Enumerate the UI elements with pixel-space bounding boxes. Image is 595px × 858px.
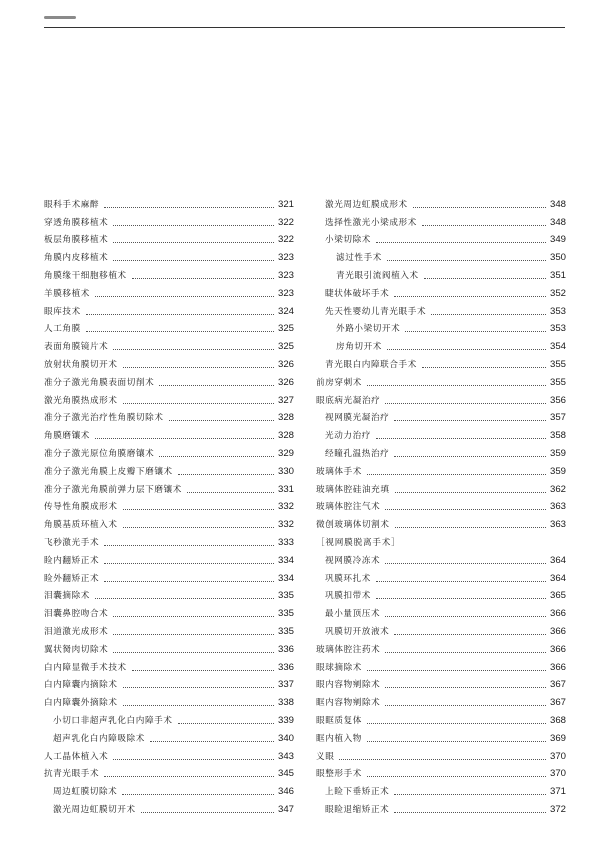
toc-entry-page: 356: [549, 394, 566, 406]
toc-entry-page: 370: [549, 768, 566, 780]
toc-entry-page: 358: [549, 430, 566, 442]
toc-entry-page: 363: [549, 501, 566, 513]
dot-leader: [394, 794, 546, 795]
dot-leader: [159, 385, 274, 386]
toc-entry-page: 357: [549, 412, 566, 424]
toc-entry-title: 眼科手术麻醉: [44, 199, 100, 210]
dot-leader: [395, 492, 546, 493]
toc-entry-page: 327: [277, 394, 294, 406]
toc-entry-title: 眶内容物剜除术: [316, 698, 381, 709]
toc-entry: [44, 656, 294, 674]
toc-entry: [44, 513, 294, 531]
toc-entry: [44, 335, 294, 353]
toc-entry-title: 准分子激光原位角膜磨镶术: [44, 448, 155, 459]
toc-entry-page: 366: [549, 643, 566, 655]
toc-entry-page: 323: [277, 287, 294, 299]
dot-leader: [385, 563, 546, 564]
dot-leader: [104, 776, 274, 777]
dot-leader: [123, 687, 274, 688]
toc-entry-page: 322: [277, 234, 294, 246]
dot-leader: [422, 367, 546, 368]
dot-leader: [422, 225, 546, 226]
toc-left-column: [44, 193, 294, 816]
toc-entry-title: 前房穿刺术: [316, 377, 362, 388]
dot-leader: [123, 367, 274, 368]
dot-leader: [431, 314, 546, 315]
dot-leader: [169, 420, 274, 421]
toc-entry-title: 超声乳化白内障吸除术: [53, 733, 145, 744]
dot-leader: [123, 705, 274, 706]
toc-entry-page: 328: [277, 412, 294, 424]
dot-leader: [86, 314, 274, 315]
dot-leader: [385, 705, 546, 706]
dot-leader: [424, 278, 546, 279]
toc-entry-title: 视网膜冷冻术: [325, 555, 381, 566]
toc-entry-title: 眼内容物剜除术: [316, 680, 381, 691]
dot-leader: [95, 598, 274, 599]
dot-leader: [150, 741, 274, 742]
toc-entry-title: 放射状角膜切开术: [44, 359, 118, 370]
toc-entry-page: 325: [277, 323, 294, 335]
toc-entry-title: 板层角膜移植术: [44, 235, 109, 246]
toc-entry-title: 睫状体破坏手术: [325, 288, 390, 299]
toc-entry-title: 外路小梁切开术: [336, 324, 401, 335]
toc-entry-title: 角膜内皮移植术: [44, 253, 109, 264]
toc-entry-page: 332: [277, 519, 294, 531]
toc-entry-title: 眼球摘除术: [316, 662, 362, 673]
toc-entry: [316, 478, 566, 496]
toc-entry-title: 视网膜光凝治疗: [325, 413, 390, 424]
dot-leader: [113, 260, 274, 261]
toc-entry-title: 眼睑退缩矫正术: [325, 804, 390, 815]
toc-entry: [44, 353, 294, 371]
toc-entry: [44, 780, 294, 798]
toc-entry: [44, 727, 294, 745]
dot-leader: [385, 616, 546, 617]
toc-entry-page: 370: [549, 750, 566, 762]
dot-leader: [122, 794, 274, 795]
dot-leader: [113, 652, 274, 653]
toc-entry-title: 眼底病光凝治疗: [316, 395, 381, 406]
toc-entry: [44, 211, 294, 229]
toc-entry: [44, 620, 294, 638]
toc-entry-page: 354: [549, 341, 566, 353]
toc-entry-title: ［视网膜脱离手术］: [316, 537, 401, 548]
dot-leader: [113, 759, 274, 760]
toc-entry-page: 324: [277, 305, 294, 317]
toc-entry-title: 周边虹膜切除术: [53, 787, 118, 798]
toc-entry: [316, 745, 566, 763]
toc-entry: [316, 353, 566, 371]
dot-leader: [104, 563, 274, 564]
dot-leader: [387, 349, 546, 350]
toc-entry-title: 激光周边虹膜成形术: [325, 199, 408, 210]
toc-entry: [316, 371, 566, 389]
toc-entry: [316, 407, 566, 425]
toc-entry-page: 336: [277, 643, 294, 655]
dot-leader: [367, 741, 546, 742]
toc-entry-title: 玻璃体腔注药术: [316, 644, 381, 655]
toc-entry: [44, 709, 294, 727]
toc-entry: [316, 442, 566, 460]
toc-entry-page: 333: [277, 536, 294, 548]
toc-entry-title: 义眼: [316, 751, 335, 762]
toc-entry-page: 368: [549, 714, 566, 726]
toc-entry: [44, 300, 294, 318]
toc-entry-page: 336: [277, 661, 294, 673]
dot-leader: [141, 812, 274, 813]
toc-entry-title: 睑外翻矫正术: [44, 573, 100, 584]
dot-leader: [113, 616, 274, 617]
toc-entry: [44, 442, 294, 460]
toc-entry-title: 巩膜环扎术: [325, 573, 371, 584]
dot-leader: [376, 598, 546, 599]
toc-entry-title: 表面角膜镜片术: [44, 342, 109, 353]
toc-entry-title: 泪囊摘除术: [44, 591, 90, 602]
toc-entry-title: 滤过性手术: [336, 253, 382, 264]
toc-entry: [44, 745, 294, 763]
toc-entry: [316, 567, 566, 585]
toc-entry: [44, 264, 294, 282]
toc-entry: [316, 424, 566, 442]
dot-leader: [385, 652, 546, 653]
dot-leader: [187, 492, 274, 493]
dot-leader: [113, 242, 274, 243]
toc-entry-page: 337: [277, 679, 294, 691]
toc-entry-page: 371: [549, 786, 566, 798]
dot-leader: [394, 812, 546, 813]
dot-leader: [104, 581, 274, 582]
toc-entry-title: 睑内翻矫正术: [44, 555, 100, 566]
running-header: [44, 10, 565, 26]
toc-entry: [316, 620, 566, 638]
toc-entry-title: 角膜基质环植入术: [44, 520, 118, 531]
toc-entry-title: 白内障囊外摘除术: [44, 698, 118, 709]
toc-entry-title: 准分子激光角膜上皮瓣下磨镶术: [44, 466, 173, 477]
dot-leader: [387, 260, 546, 261]
toc-entry: [44, 229, 294, 247]
toc-entry-page: 348: [549, 216, 566, 228]
toc-entry: [316, 780, 566, 798]
toc-entry-title: 青光眼白内障联合手术: [325, 359, 417, 370]
toc-entry: [316, 282, 566, 300]
dot-leader: [376, 242, 546, 243]
toc-entry-title: 传导性角膜成形术: [44, 502, 118, 513]
toc-entry-page: 326: [277, 358, 294, 370]
toc-entry: [44, 407, 294, 425]
toc-entry-page: 325: [277, 341, 294, 353]
toc-entry-page: 330: [277, 465, 294, 477]
toc-entry-page: 347: [277, 803, 294, 815]
dot-leader: [367, 776, 546, 777]
toc-entry-page: 326: [277, 376, 294, 388]
toc-entry: [44, 282, 294, 300]
toc-entry-title: 激光周边虹膜切开术: [53, 804, 136, 815]
toc-entry-title: 巩膜扣带术: [325, 591, 371, 602]
toc-entry-title: 经瞳孔温热治疗: [325, 448, 390, 459]
toc-entry: [44, 478, 294, 496]
toc-entry-title: 玻璃体腔硅油充填: [316, 484, 390, 495]
toc-entry: [316, 460, 566, 478]
toc-entry: [44, 798, 294, 816]
toc-entry-page: 350: [549, 252, 566, 264]
toc-entry-title: 泪道激光成形术: [44, 626, 109, 637]
toc-entry: [316, 229, 566, 247]
toc-entry: [316, 638, 566, 656]
toc-entry: [316, 335, 566, 353]
toc-section-heading: [316, 531, 566, 549]
toc-entry-title: 小切口非超声乳化白内障手术: [53, 715, 173, 726]
dot-leader: [395, 527, 546, 528]
toc-entry: [316, 549, 566, 567]
toc-entry: [44, 549, 294, 567]
toc-entry-page: 331: [277, 483, 294, 495]
toc-entry-page: 343: [277, 750, 294, 762]
dot-leader: [178, 474, 274, 475]
toc-entry-title: 眼眶质复体: [316, 715, 362, 726]
toc-entry-page: 335: [277, 590, 294, 602]
dot-leader: [95, 438, 274, 439]
toc-entry-page: 367: [549, 697, 566, 709]
dot-leader: [123, 509, 274, 510]
toc-entry: [316, 496, 566, 514]
toc-entry: [316, 389, 566, 407]
toc-entry: [316, 763, 566, 781]
dot-leader: [95, 296, 274, 297]
toc-entry-page: 340: [277, 732, 294, 744]
toc-entry-page: 328: [277, 430, 294, 442]
toc-entry-title: 准分子激光角膜前弹力层下磨镶术: [44, 484, 182, 495]
toc-entry-title: 准分子激光角膜表面切削术: [44, 377, 155, 388]
toc-entry: [316, 798, 566, 816]
toc-entry: [316, 300, 566, 318]
header-placeholder: [44, 16, 76, 19]
toc-entry-page: 345: [277, 768, 294, 780]
toc-entry: [316, 193, 566, 211]
dot-leader: [367, 385, 546, 386]
dot-leader: [394, 634, 546, 635]
toc-entry-title: 小梁切除术: [325, 235, 371, 246]
toc-entry-page: 335: [277, 625, 294, 637]
toc-entry: [44, 674, 294, 692]
toc-entry: [316, 585, 566, 603]
dot-leader: [113, 634, 274, 635]
toc-entry-page: 372: [549, 803, 566, 815]
toc-entry-title: 玻璃体腔注气术: [316, 502, 381, 513]
toc-entry-title: 白内障显微手术技术: [44, 662, 127, 673]
toc-entry: [44, 460, 294, 478]
dot-leader: [178, 723, 274, 724]
toc-entry-page: 334: [277, 554, 294, 566]
toc-entry-title: 抗青光眼手术: [44, 769, 100, 780]
toc-entry-page: 334: [277, 572, 294, 584]
toc-entry-page: 364: [549, 572, 566, 584]
toc-entry: [44, 567, 294, 585]
toc-entry-title: 上睑下垂矫正术: [325, 787, 390, 798]
dot-leader: [394, 420, 546, 421]
toc-entry: [44, 424, 294, 442]
toc-entry-title: 眼库技术: [44, 306, 81, 317]
dot-leader: [113, 349, 274, 350]
toc-entry-page: 364: [549, 554, 566, 566]
toc-entry-page: 359: [549, 447, 566, 459]
toc-entry: [316, 318, 566, 336]
toc-entry-title: 白内障囊内摘除术: [44, 680, 118, 691]
toc-entry-title: 巩膜切开放液术: [325, 626, 390, 637]
toc-entry-page: 353: [549, 305, 566, 317]
toc-entry-page: 363: [549, 519, 566, 531]
toc-entry-page: 353: [549, 323, 566, 335]
toc-entry-title: 先天性婴幼儿青光眼手术: [325, 306, 427, 317]
dot-leader: [367, 723, 546, 724]
toc-entry-title: 准分子激光治疗性角膜切除术: [44, 413, 164, 424]
toc-entry-page: 323: [277, 252, 294, 264]
toc-entry-page: 329: [277, 447, 294, 459]
dot-leader: [339, 759, 546, 760]
toc-entry: [44, 193, 294, 211]
toc-entry: [316, 246, 566, 264]
toc-entry: [44, 602, 294, 620]
toc-entry: [44, 371, 294, 389]
dot-leader: [123, 403, 274, 404]
toc-entry-page: 366: [549, 661, 566, 673]
toc-entry-page: 366: [549, 608, 566, 620]
dot-leader: [385, 403, 546, 404]
toc-entry: [316, 602, 566, 620]
dot-leader: [376, 581, 546, 582]
toc-entry-title: 飞秒激光手术: [44, 537, 100, 548]
toc-entry-page: 351: [549, 269, 566, 281]
toc-entry-title: 泪囊鼻腔吻合术: [44, 609, 109, 620]
dot-leader: [394, 456, 546, 457]
toc-entry-page: 352: [549, 287, 566, 299]
dot-leader: [104, 545, 274, 546]
toc-entry: [44, 496, 294, 514]
dot-leader: [86, 331, 274, 332]
toc-entry: [316, 674, 566, 692]
toc-entry-title: 眶内植入物: [316, 733, 362, 744]
dot-leader: [413, 207, 546, 208]
toc-entry-title: 人工晶体植入术: [44, 751, 109, 762]
toc-entry-page: 355: [549, 358, 566, 370]
toc-entry-page: 332: [277, 501, 294, 513]
toc-entry-title: 微创玻璃体切割术: [316, 520, 390, 531]
toc-entry-title: 激光角膜热成形术: [44, 395, 118, 406]
toc-entry: [44, 531, 294, 549]
toc-entry-page: 369: [549, 732, 566, 744]
toc-entry-page: 323: [277, 269, 294, 281]
toc-right-column: [316, 193, 566, 816]
dot-leader: [367, 670, 546, 671]
toc-entry-page: 348: [549, 198, 566, 210]
toc-entry-page: 362: [549, 483, 566, 495]
toc-entry-title: 翼状胬肉切除术: [44, 644, 109, 655]
dot-leader: [385, 687, 546, 688]
toc-entry: [316, 264, 566, 282]
toc-entry: [316, 727, 566, 745]
toc-entry-title: 房角切开术: [336, 342, 382, 353]
toc-entry-page: 367: [549, 679, 566, 691]
toc-entry-title: 光动力治疗: [325, 431, 371, 442]
toc-entry: [316, 691, 566, 709]
toc-entry: [44, 246, 294, 264]
toc-entry-page: 339: [277, 714, 294, 726]
toc-entry-title: 角膜缘干细胞移植术: [44, 270, 127, 281]
toc-entry: [316, 211, 566, 229]
toc-entry-page: 321: [277, 198, 294, 210]
toc-entry: [44, 389, 294, 407]
toc-entry-title: 青光眼引流阀植入术: [336, 270, 419, 281]
toc-entry-page: 366: [549, 625, 566, 637]
toc-entry-title: 眼整形手术: [316, 769, 362, 780]
toc-entry-title: 羊膜移植术: [44, 288, 90, 299]
toc-entry: [44, 585, 294, 603]
dot-leader: [394, 296, 546, 297]
toc-entry-title: 角膜磨镶术: [44, 431, 90, 442]
toc-entry-title: 最小量顶压术: [325, 609, 381, 620]
toc-entry-page: 338: [277, 697, 294, 709]
toc-entry: [44, 638, 294, 656]
toc-entry-title: 选择性激光小梁成形术: [325, 217, 417, 228]
dot-leader: [123, 527, 274, 528]
toc-entry-page: 346: [277, 786, 294, 798]
header-rule: [44, 27, 565, 28]
dot-leader: [405, 331, 546, 332]
toc-entry-page: 322: [277, 216, 294, 228]
dot-leader: [376, 438, 546, 439]
toc-entry-page: 349: [549, 234, 566, 246]
toc-entry: [316, 513, 566, 531]
toc-entry: [44, 691, 294, 709]
toc-entry: [316, 656, 566, 674]
toc-entry: [316, 709, 566, 727]
toc-entry: [44, 763, 294, 781]
toc-entry-title: 玻璃体手术: [316, 466, 362, 477]
dot-leader: [104, 207, 274, 208]
toc-entry-title: 穿透角膜移植术: [44, 217, 109, 228]
toc-entry-page: 355: [549, 376, 566, 388]
toc-entry-page: 365: [549, 590, 566, 602]
dot-leader: [159, 456, 274, 457]
dot-leader: [367, 474, 546, 475]
toc-entry-page: 359: [549, 465, 566, 477]
toc-entry: [44, 318, 294, 336]
toc-entry-page: 335: [277, 608, 294, 620]
dot-leader: [132, 670, 274, 671]
dot-leader: [113, 225, 274, 226]
toc-entry-title: 人工角膜: [44, 324, 81, 335]
dot-leader: [385, 509, 546, 510]
dot-leader: [132, 278, 274, 279]
